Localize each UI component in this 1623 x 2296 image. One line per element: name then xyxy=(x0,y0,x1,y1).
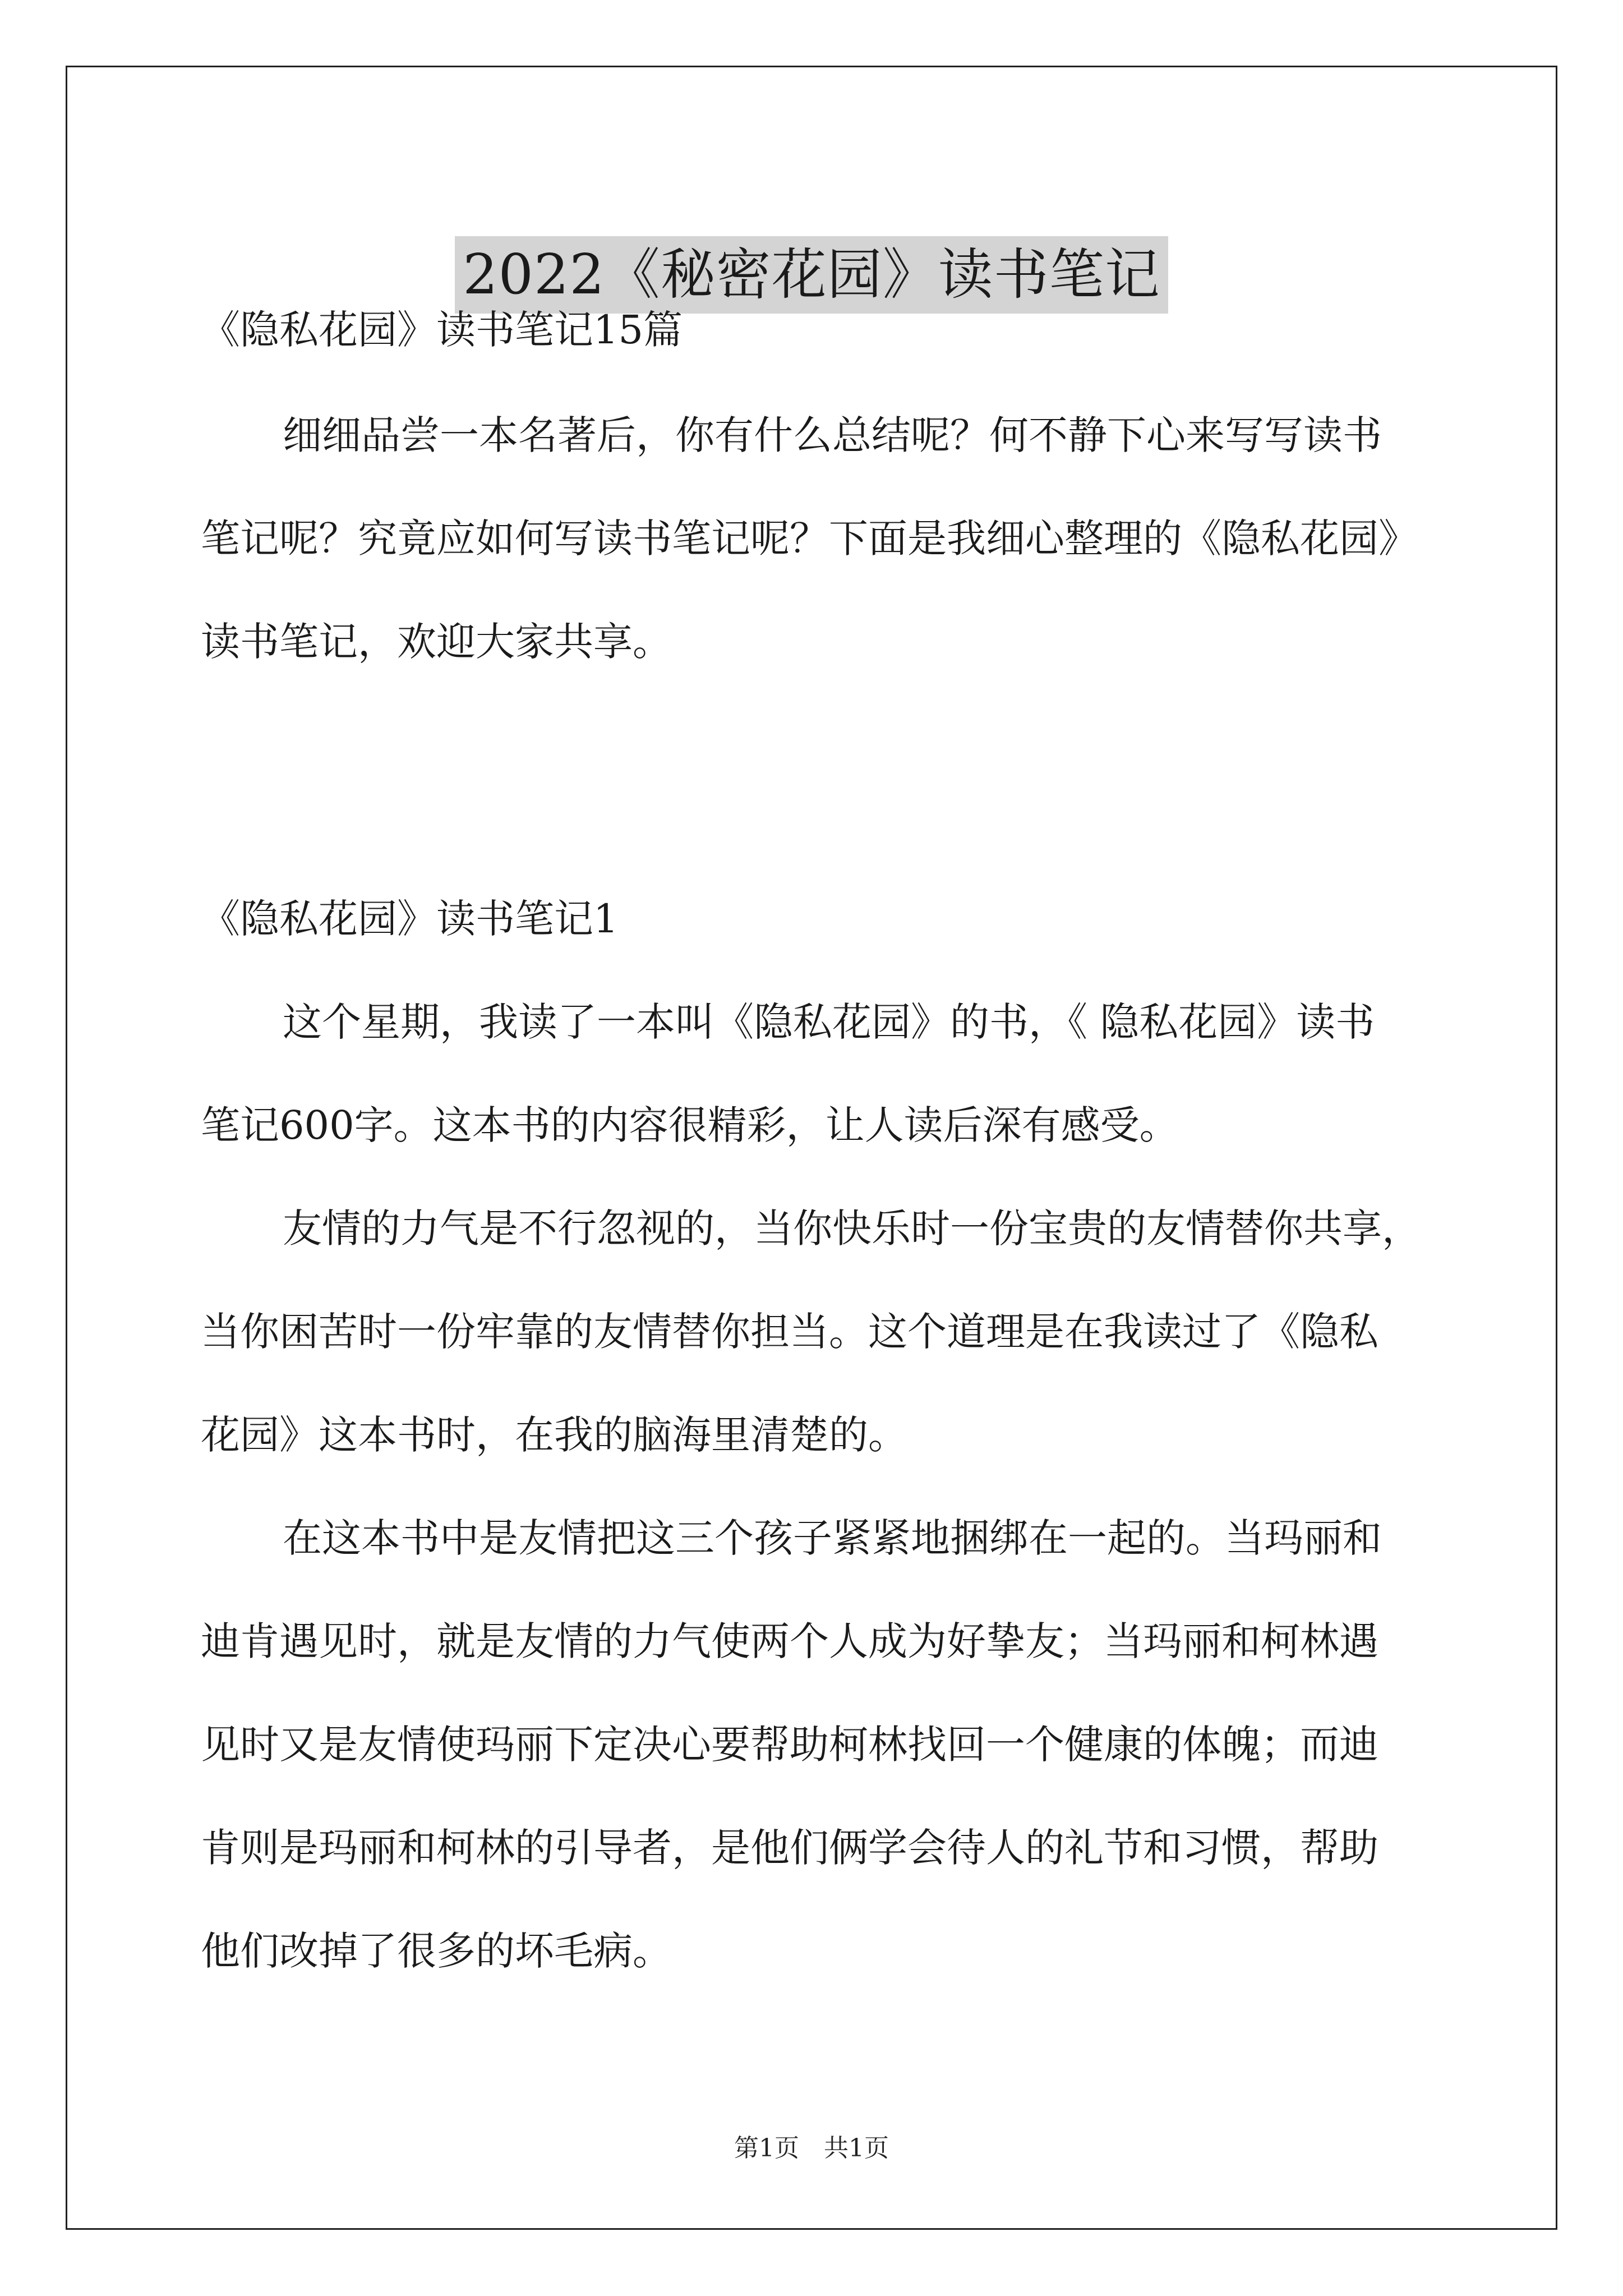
paragraph-line: 当你困苦时一份牢靠的友情替你担当。这个道理是在我读过了《隐私 xyxy=(201,1309,1378,1355)
paragraph-line: 友情的力气是不行忽视的，当你快乐时一份宝贵的友情替你共享， xyxy=(283,1205,1421,1251)
page-total: 共1页 xyxy=(824,2134,889,2162)
document-title: 2022《秘密花园》读书笔记 xyxy=(455,236,1168,314)
paragraph-line: 肯则是玛丽和柯林的引导者，是他们俩学会待人的礼节和习惯，帮助 xyxy=(201,1825,1378,1871)
page-footer xyxy=(0,2132,1623,2165)
intro-line: 读书笔记，欢迎大家共享。 xyxy=(201,619,672,665)
paragraph-line: 在这本书中是友情把这三个孩子紧紧地捆绑在一起的。当玛丽和 xyxy=(283,1515,1382,1561)
subtitle: 《隐私花园》读书笔记15篇 xyxy=(201,307,683,353)
paragraph-line: 花园》这本书时，在我的脑海里清楚的。 xyxy=(201,1412,907,1458)
paragraph-line: 见时又是友情使玛丽下定决心要帮助柯林找回一个健康的体魄；而迪 xyxy=(201,1722,1378,1768)
intro-line: 笔记呢？究竟应如何写读书笔记呢？下面是我细心整理的《隐私花园》 xyxy=(201,516,1418,562)
section-heading: 《隐私花园》读书笔记1 xyxy=(201,896,619,942)
paragraph-line: 这个星期，我读了一本叫《隐私花园》的书，《 隐私花园》读书 xyxy=(283,999,1375,1045)
page-number: 第1页 xyxy=(734,2134,799,2162)
paragraph-line: 他们改掉了很多的坏毛病。 xyxy=(201,1928,672,1974)
intro-line: 细细品尝一本名著后，你有什么总结呢？何不静下心来写写读书 xyxy=(283,412,1382,458)
paragraph-line: 笔记600字。这本书的内容很精彩，让人读后深有感受。 xyxy=(201,1102,1179,1148)
paragraph-line: 迪肯遇见时，就是友情的力气使两个人成为好挚友；当玛丽和柯林遇 xyxy=(201,1618,1378,1664)
